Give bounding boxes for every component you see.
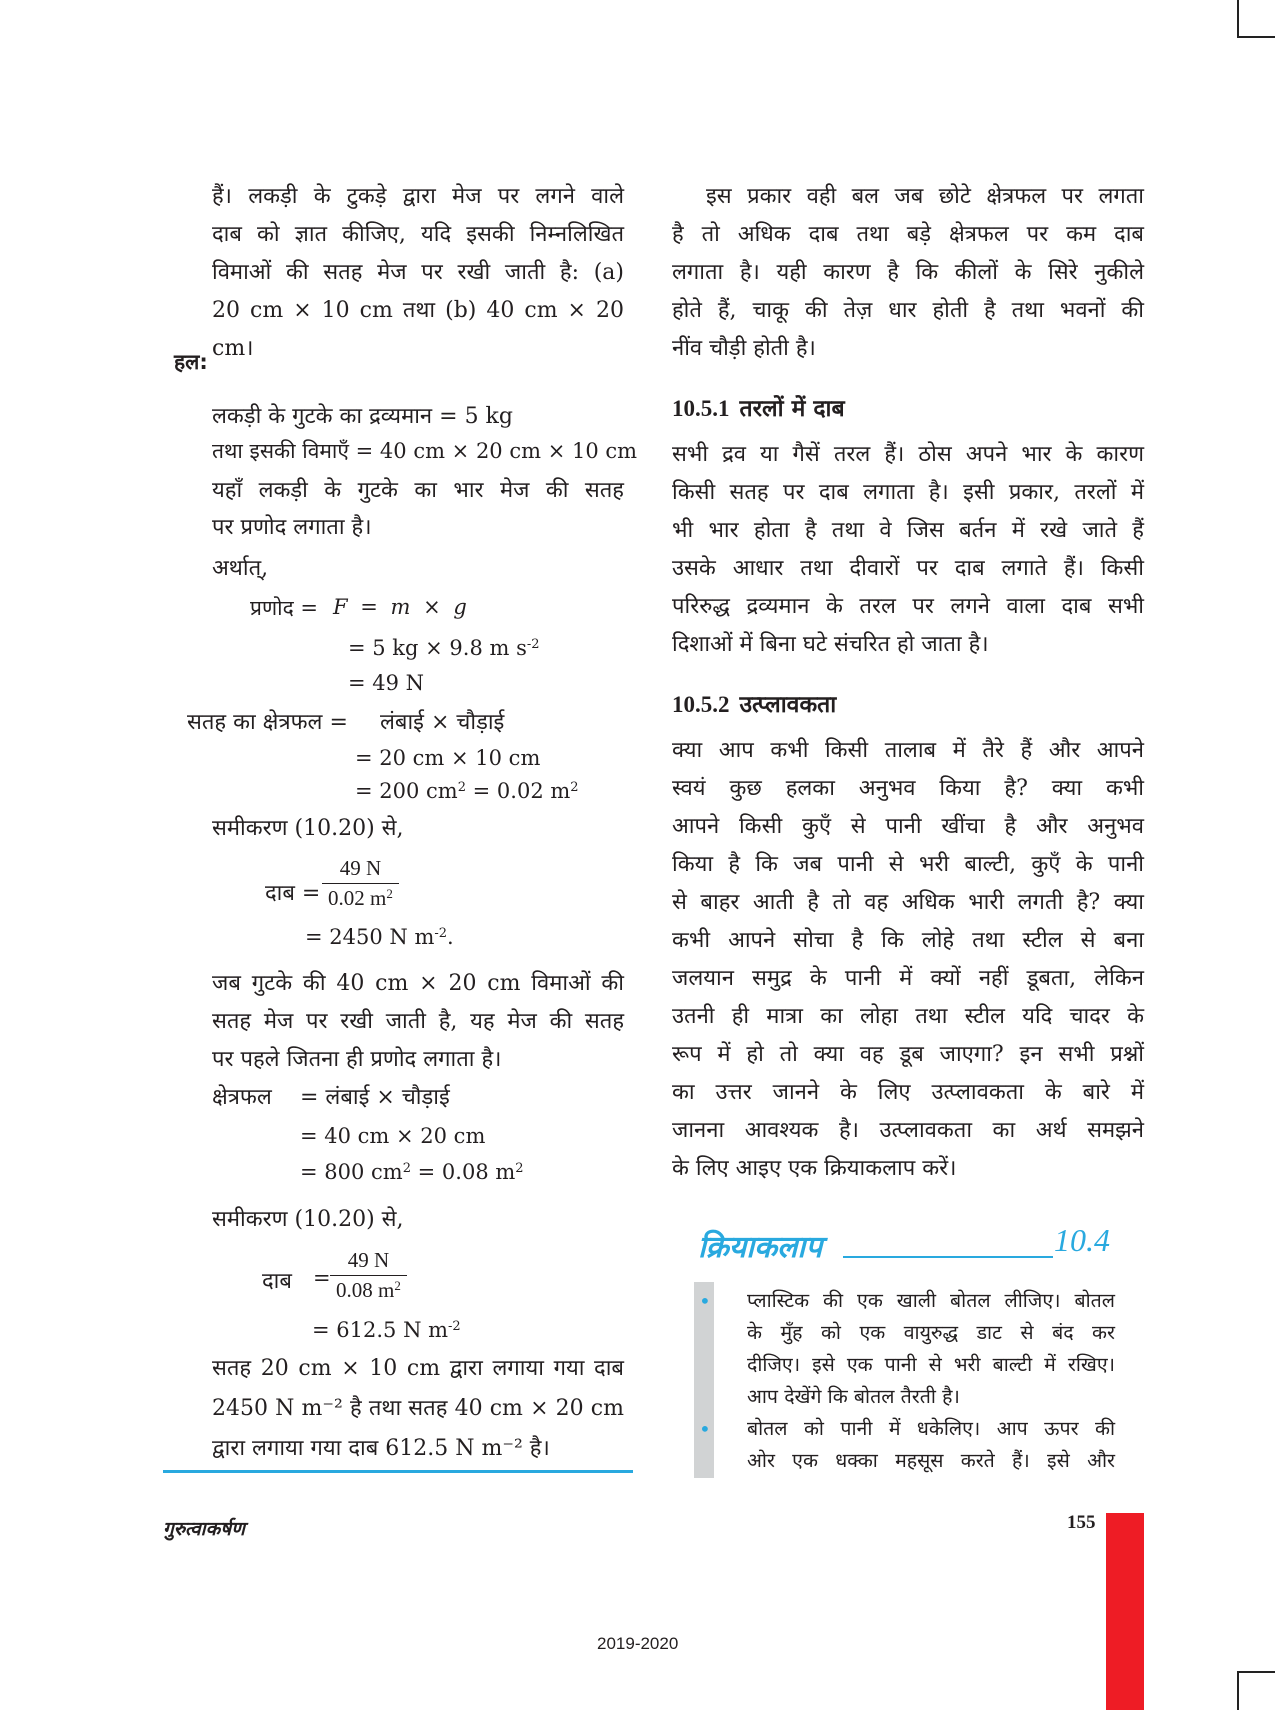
- section2-line: जानना आवश्यक है। उत्प्लावकता का अर्थ समझने: [672, 1118, 1144, 1143]
- dimensions-line: तथा इसकी विमाएँ = 40 cm × 20 cm × 10 cm: [212, 439, 638, 463]
- thrust-step-exponent: -2: [526, 637, 540, 652]
- conclusion-line: द्वारा लगाया गया दाब 612.5 N m⁻² है।: [212, 1436, 550, 1461]
- fraction-2: [330, 1248, 407, 1303]
- therefore-line: अर्थात्,: [212, 556, 269, 581]
- area2-formula: = लंबाई × चौड़ाई: [300, 1085, 450, 1110]
- section1-line: किसी सतह पर दाब लगाता है। इसी प्रकार, तरलों में: [672, 480, 1144, 505]
- section2-line: किया है कि जब पानी से भरी बाल्टी, कुएँ के पानी: [672, 852, 1144, 877]
- section1-line: भी भार होता है तथा वे जिस बर्तन में रखे जाते हैं: [672, 518, 1144, 543]
- activity-line: बोतल को पानी में धकेलिए। आप ऊपर की: [747, 1417, 1115, 1440]
- crop-mark-bottom-horizontal: [1237, 1671, 1275, 1673]
- chapter-name: गुरुत्वाकर्षण: [163, 1518, 245, 1540]
- denominator-text: 0.02 m: [328, 886, 387, 910]
- activity-title-rule: [843, 1256, 1053, 1258]
- activity-line: आप देखेंगे कि बोतल तैरती है।: [747, 1385, 960, 1408]
- activity-item: [699, 1285, 1115, 1413]
- area2-result-text: = 800 cm: [300, 1160, 403, 1184]
- area-result-exponent-2: 2: [570, 780, 579, 795]
- denominator2-exponent: 2: [394, 1278, 401, 1293]
- section1-line: उसके आधार तथा दीवारों पर दाब लगाते हैं। किसी: [672, 556, 1144, 581]
- page-number: 155: [1067, 1512, 1096, 1533]
- area2-step: = 40 cm × 20 cm: [300, 1124, 486, 1148]
- intro-line: है तो अधिक दाब तथा बड़े क्षेत्रफल पर कम दाब: [672, 222, 1144, 247]
- section2-line: जलयान समुद्र के पानी में क्यों नहीं डूबता, लेकिन: [672, 966, 1144, 991]
- bullet-icon: •: [699, 1289, 711, 1313]
- area2-result: [300, 1160, 524, 1184]
- section-heading-10-5-1: [672, 390, 1144, 428]
- section-number: 10.5.1: [672, 396, 730, 421]
- bullet-icon: •: [699, 1417, 711, 1441]
- mass-line: लकड़ी के गुटके का द्रव्यमान = 5 kg: [212, 404, 513, 429]
- thrust-step: [348, 636, 540, 660]
- thrust-result: = 49 N: [348, 671, 425, 695]
- para2-line: सतह मेज पर रखी जाती है, यह मेज की सतह: [212, 1009, 624, 1034]
- section2-line: के लिए आइए एक क्रियाकलाप करें।: [672, 1156, 957, 1181]
- activity-number: 10.4: [1054, 1222, 1110, 1258]
- section2-line: से बाहर आती है तो वह अधिक भारी लगती है? क्या: [672, 890, 1144, 915]
- thrust-step-text: = 5 kg × 9.8 m s: [348, 636, 527, 660]
- fraction-numerator: 49 N: [322, 856, 399, 884]
- problem-line: 20 cm × 10 cm तथा (b) 40 cm × 20 cm।: [212, 298, 624, 361]
- activity-line: दीजिए। इसे एक पानी से भरी बाल्टी में रखिए।: [747, 1353, 1115, 1376]
- solution-heading: हल:: [174, 350, 208, 374]
- pressure2-label: दाब: [262, 1269, 292, 1294]
- intro-line: नींव चौड़ी होती है।: [672, 336, 816, 361]
- crop-mark-top-vertical: [1237, 0, 1239, 38]
- equation-reference-2: समीकरण (10.20) से,: [212, 1207, 404, 1232]
- thrust-formula: F = m × g: [333, 595, 467, 619]
- section1-line: दिशाओं में बिना घटे संचरित हो जाता है।: [672, 632, 989, 657]
- area2-label: क्षेत्रफल: [212, 1085, 272, 1110]
- para2-line: पर पहले जितना ही प्रणोद लगाता है।: [212, 1047, 502, 1072]
- section-heading-10-5-2: [672, 686, 1144, 724]
- para2-line: जब गुटके की 40 cm × 20 cm विमाओं की: [212, 971, 624, 996]
- pressure2-result-exponent: -2: [448, 1319, 461, 1334]
- activity-title: क्रियाकलाप: [698, 1230, 823, 1265]
- area-result-text-2: = 0.02 m: [465, 779, 571, 803]
- denominator-exponent: 2: [386, 886, 393, 901]
- section2-line: आपने किसी कुएँ से पानी खींचा है और अनुभव: [672, 814, 1144, 839]
- problem-line: हैं। लकड़ी के टुकड़े द्वारा मेज पर लगने वाले: [212, 184, 624, 209]
- pressure2-fraction: [330, 1248, 407, 1303]
- section2-line: स्वयं कुछ हलका अनुभव किया है? क्या कभी: [672, 776, 1144, 801]
- section1-line: परिरुद्ध द्रव्यमान के तरल पर लगने वाला दाब सभी: [672, 594, 1144, 619]
- activity-line: प्लास्टिक की एक खाली बोतल लीजिए। बोतल: [747, 1289, 1115, 1312]
- area-result: [355, 779, 579, 803]
- intro-line: होते हैं, चाकू की तेज़ धार होती है तथा भवनों की: [672, 298, 1144, 323]
- fraction2-numerator: 49 N: [330, 1248, 407, 1276]
- section2-line: कभी आपने सोचा है कि लोहे तथा स्टील से बना: [672, 928, 1144, 953]
- section1-line: सभी द्रव या गैसें तरल हैं। ठोस अपने भार के कारण: [672, 442, 1144, 467]
- pressure-label: दाब =: [265, 881, 321, 906]
- section-title: तरलों में दाब: [739, 396, 845, 422]
- pressure-fraction: [322, 856, 399, 911]
- pressure-result-exponent: -2: [434, 926, 448, 941]
- right-column: [672, 178, 1144, 1188]
- activity-item: [699, 1413, 1115, 1477]
- crop-mark-bottom-vertical: [1237, 1671, 1239, 1710]
- section2-line: उतनी ही मात्रा का लोहा तथा स्टील यदि चादर के: [672, 1004, 1144, 1029]
- fraction: [322, 856, 399, 911]
- section2-line: क्या आप कभी किसी तालाब में तैरे हैं और आपने: [672, 738, 1144, 763]
- area2-result-exponent-2: 2: [515, 1161, 524, 1176]
- left-column: [212, 178, 624, 368]
- activity-line: के मुँह को एक वायुरुद्ध डाट से बंद कर: [747, 1321, 1115, 1344]
- section-end-rule: [163, 1470, 633, 1473]
- intro-line: लगाता है। यही कारण है कि कीलों के सिरे नुकीले: [672, 260, 1144, 285]
- section-number: 10.5.2: [672, 692, 730, 717]
- area-step: = 20 cm × 10 cm: [355, 746, 541, 770]
- area-result-exponent: 2: [457, 780, 466, 795]
- section-title: उत्प्लावकता: [739, 692, 837, 718]
- conclusion-line: सतह 20 cm × 10 cm द्वारा लगाया गया दाब: [212, 1356, 624, 1381]
- thrust-label: प्रणोद =: [250, 596, 318, 620]
- activity-line: ओर एक धक्का महसूस करते हैं। इसे और: [747, 1449, 1115, 1472]
- section2-line: रूप में हो तो क्या वह डूब जाएगा? इन सभी प्रश्नों: [672, 1042, 1144, 1067]
- area-formula: लंबाई × चौड़ाई: [380, 710, 505, 735]
- area2-result-text-2: = 0.08 m: [410, 1160, 516, 1184]
- thrust-line: पर प्रणोद लगाता है।: [212, 515, 372, 540]
- problem-line: विमाओं की सतह मेज पर रखी जाती है: (a): [212, 260, 624, 285]
- fraction-denominator: [322, 884, 399, 911]
- pressure2-result: [312, 1318, 461, 1342]
- conclusion-line: 2450 N m⁻² है तथा सतह 40 cm × 20 cm: [212, 1396, 624, 1421]
- pressure2-result-text: = 612.5 N m: [312, 1318, 449, 1342]
- denominator2-text: 0.08 m: [336, 1278, 395, 1302]
- weight-line: यहाँ लकड़ी के गुटके का भार मेज की सतह: [212, 478, 624, 503]
- page-tab: [1106, 1513, 1144, 1710]
- area-result-text: = 200 cm: [355, 779, 458, 803]
- section2-line: का उत्तर जानने के लिए उत्प्लावकता के बारे में: [672, 1080, 1144, 1105]
- equation-reference: समीकरण (10.20) से,: [212, 816, 404, 841]
- activity-list: [699, 1285, 1115, 1477]
- area2-result-exponent: 2: [402, 1161, 411, 1176]
- crop-mark-top-horizontal: [1237, 36, 1275, 38]
- pressure-result-period: .: [447, 925, 454, 949]
- pressure2-equals: =: [313, 1266, 331, 1290]
- pressure-result: [305, 925, 454, 949]
- edition-year: 2019-2020: [597, 1634, 679, 1653]
- problem-line: दाब को ज्ञात कीजिए, यदि इसकी निम्नलिखित: [212, 222, 624, 247]
- pressure-result-text: = 2450 N m: [305, 925, 435, 949]
- fraction2-denominator: [330, 1276, 407, 1303]
- intro-line: इस प्रकार वही बल जब छोटे क्षेत्रफल पर लगता: [706, 184, 1144, 209]
- area-label: सतह का क्षेत्रफल =: [187, 710, 348, 735]
